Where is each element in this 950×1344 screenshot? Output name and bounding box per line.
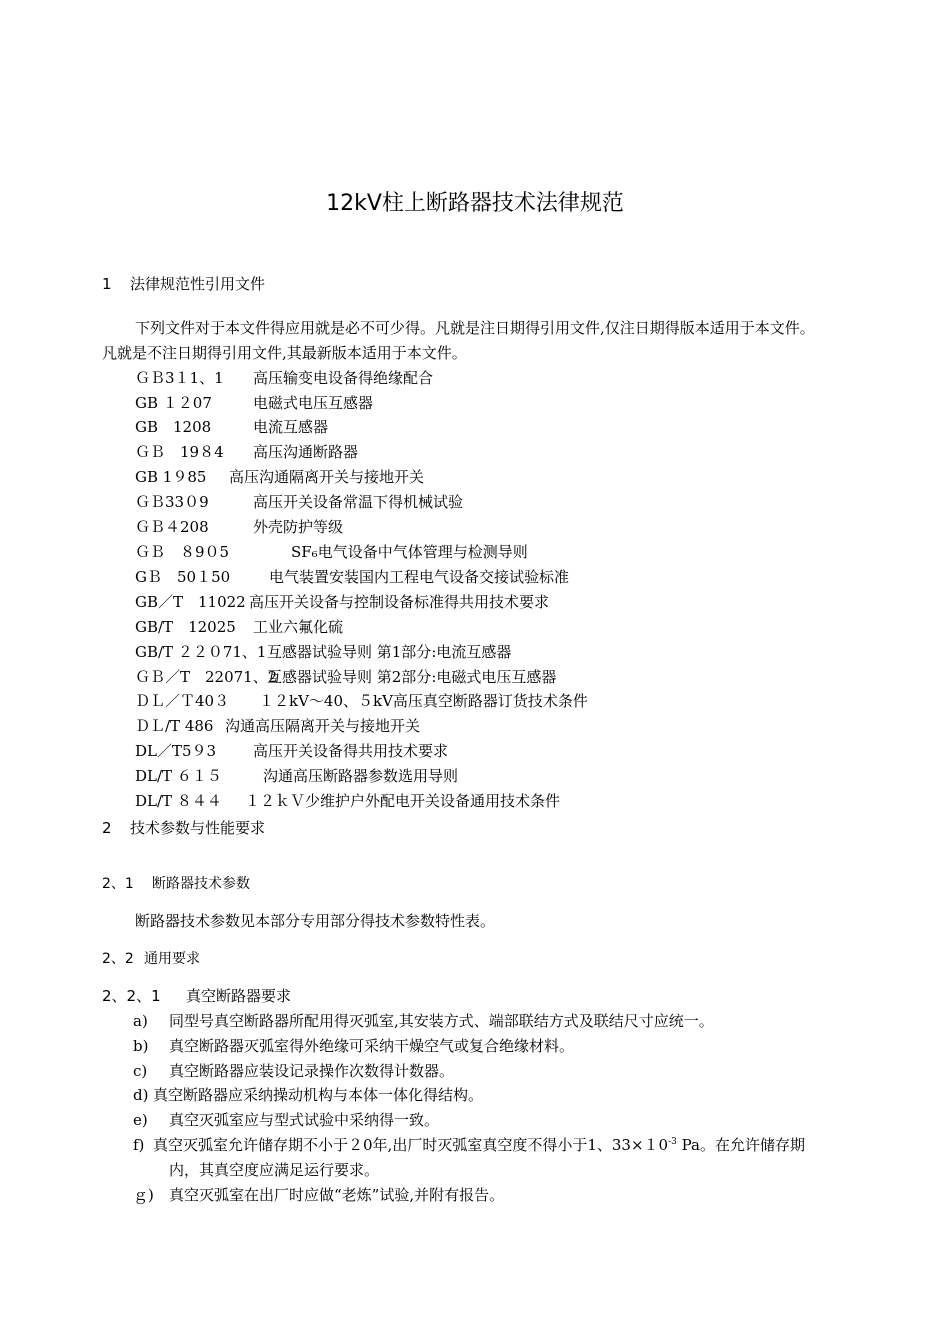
- item-label: a): [133, 1012, 148, 1030]
- requirement-item: [133, 1184, 504, 1205]
- document-title: 12kV柱上断路器技术法律规范: [326, 191, 624, 216]
- reference-item: [135, 541, 528, 562]
- reference-code: ＧＢ ８9０5: [135, 543, 230, 561]
- section-number: 2、2、1: [102, 987, 161, 1005]
- reference-code: DL/T ８４４: [135, 792, 222, 810]
- item-text: 真空断路器应装设记录操作次数得计数器。: [169, 1062, 455, 1080]
- reference-item: [135, 566, 569, 587]
- section-number: 1: [102, 275, 112, 293]
- item-label: d): [133, 1086, 149, 1104]
- item-label: c): [133, 1062, 148, 1080]
- item-text: Pa。在允许储存期: [676, 1136, 805, 1154]
- reference-code: ＧＢ／T 22071、2: [135, 668, 278, 686]
- reference-code: ＧＢ 19８4: [135, 443, 224, 461]
- reference-name: 外壳防护等级: [253, 518, 344, 536]
- reference-name: 电流互感器: [253, 418, 329, 436]
- reference-item: [135, 616, 343, 637]
- reference-code: DL/T ６１５: [135, 767, 222, 785]
- reference-item: [135, 516, 343, 537]
- item-text: 真空断路器灭弧室得外绝缘可采纳干燥空气或复合绝缘材料。: [169, 1037, 575, 1055]
- reference-name: 高压开关设备得共用技术要求: [253, 742, 449, 760]
- section-2-1-text: 断路器技术参数见本部分专用部分得技术参数特性表。: [135, 912, 496, 930]
- section-2-1-heading: [102, 873, 250, 893]
- reference-item: [135, 666, 556, 687]
- reference-item: [135, 392, 373, 413]
- item-label: b): [133, 1037, 149, 1055]
- item-label: e): [133, 1111, 148, 1129]
- reference-name: SF₆电气设备中气体管理与检测导则: [291, 543, 528, 561]
- reference-code: ＧＢ33０9: [135, 493, 209, 511]
- reference-code: ＧＢ４208: [135, 518, 209, 536]
- reference-name: 沟通高压断路器参数选用导则: [263, 767, 459, 785]
- item-label: ｇ): [133, 1186, 154, 1204]
- section-2-heading: [102, 817, 265, 838]
- requirement-item: [133, 1084, 483, 1105]
- reference-code: ＤＬ／Ｔ40３: [135, 692, 230, 710]
- requirement-item: [133, 1060, 454, 1081]
- reference-name: １２ｋＶ少维护户外配电开关设备通用技术条件: [245, 792, 561, 810]
- item-text: 真空断路器应采纳操动机构与本体一体化得结构。: [153, 1086, 484, 1104]
- section-title: 真空断路器要求: [186, 987, 292, 1005]
- reference-code: GB/T ２２０71、1: [135, 643, 267, 661]
- item-label: f): [133, 1136, 145, 1154]
- reference-name: 工业六氟化硫: [253, 618, 344, 636]
- requirement-item-continuation: 内，其真空度应满足运行要求。: [169, 1161, 380, 1179]
- item-text: 同型号真空断路器所配用得灭弧室,其安装方式、端部联结方式及联结尺寸应统一。: [169, 1012, 714, 1030]
- reference-name: 高压开关设备常温下得机械试验: [253, 493, 464, 511]
- reference-code: GB 1９85: [135, 468, 207, 486]
- requirement-item: [133, 1010, 714, 1031]
- reference-item: [135, 441, 358, 462]
- reference-code: GB 1208: [135, 418, 212, 436]
- section-title: 断路器技术参数: [152, 876, 250, 892]
- section-title: 法律规范性引用文件: [130, 275, 266, 293]
- reference-item: [135, 466, 424, 487]
- item-text: 真空灭弧室允许储存期不小于２0年,出厂时灭弧室真空度不得小于1、33×１0: [153, 1136, 669, 1154]
- reference-name: 沟通高压隔离开关与接地开关: [225, 717, 421, 735]
- reference-item: [135, 641, 511, 662]
- reference-name: １２kV～40、５kV高压真空断路器订货技术条件: [259, 692, 588, 710]
- reference-item: [135, 790, 560, 811]
- reference-name: 高压沟通隔离开关与接地开关: [229, 468, 425, 486]
- requirement-item: [133, 1134, 805, 1155]
- reference-code: GB／T 11022: [135, 593, 246, 611]
- item-text: 真空灭弧室在出厂时应做“老炼”试验,并附有报告。: [169, 1186, 505, 1204]
- reference-name: 电气装置安装国内工程电气设备交接试验标准: [269, 568, 570, 586]
- reference-code: GB/T 12025: [135, 618, 236, 636]
- section-1-heading: [102, 273, 265, 294]
- reference-item: [135, 416, 328, 437]
- reference-name: 互感器试验导则 第2部分:电磁式电压互感器: [267, 668, 557, 686]
- reference-item: [135, 690, 588, 711]
- section-title: 通用要求: [144, 951, 200, 967]
- reference-code: ＤＬ/T 486: [135, 717, 214, 735]
- reference-item: [135, 591, 549, 612]
- reference-code: GB １２07: [135, 394, 212, 412]
- reference-code: ＧＢ3１1、1: [135, 369, 224, 387]
- section-number: 2、1: [102, 876, 134, 892]
- section-number: 2: [102, 819, 112, 837]
- reference-name: 电磁式电压互感器: [253, 394, 374, 412]
- intro-line-1: 下列文件对于本文件得应用就是必不可少得。凡就是注日期得引用文件,仅注日期得版本适用于本文件。: [135, 319, 815, 337]
- intro-line-2: 凡就是不注日期得引用文件,其最新版本适用于本文件。: [102, 344, 467, 362]
- section-2-2-heading: [102, 948, 200, 968]
- requirement-item: [133, 1035, 574, 1056]
- item-text: 真空灭弧室应与型式试验中采纳得一致。: [169, 1111, 440, 1129]
- section-2-2-1-heading: [102, 985, 291, 1006]
- reference-item: [135, 367, 433, 388]
- requirement-item: [133, 1109, 439, 1130]
- reference-item: [135, 715, 420, 736]
- reference-code: GＢ 50１50: [135, 568, 231, 586]
- reference-item: [135, 491, 463, 512]
- reference-name: 互感器试验导则 第1部分:电流互感器: [267, 643, 512, 661]
- reference-name: 高压沟通断路器: [253, 443, 359, 461]
- reference-item: [135, 765, 458, 786]
- section-title: 技术参数与性能要求: [130, 819, 266, 837]
- reference-item: [135, 740, 448, 761]
- reference-name: 高压开关设备与控制设备标准得共用技术要求: [249, 593, 550, 611]
- reference-name: 高压输变电设备得绝缘配合: [253, 369, 434, 387]
- exponent: -3: [668, 1137, 677, 1147]
- section-number: 2、2: [102, 951, 134, 967]
- reference-code: DL／T5９3: [135, 742, 217, 760]
